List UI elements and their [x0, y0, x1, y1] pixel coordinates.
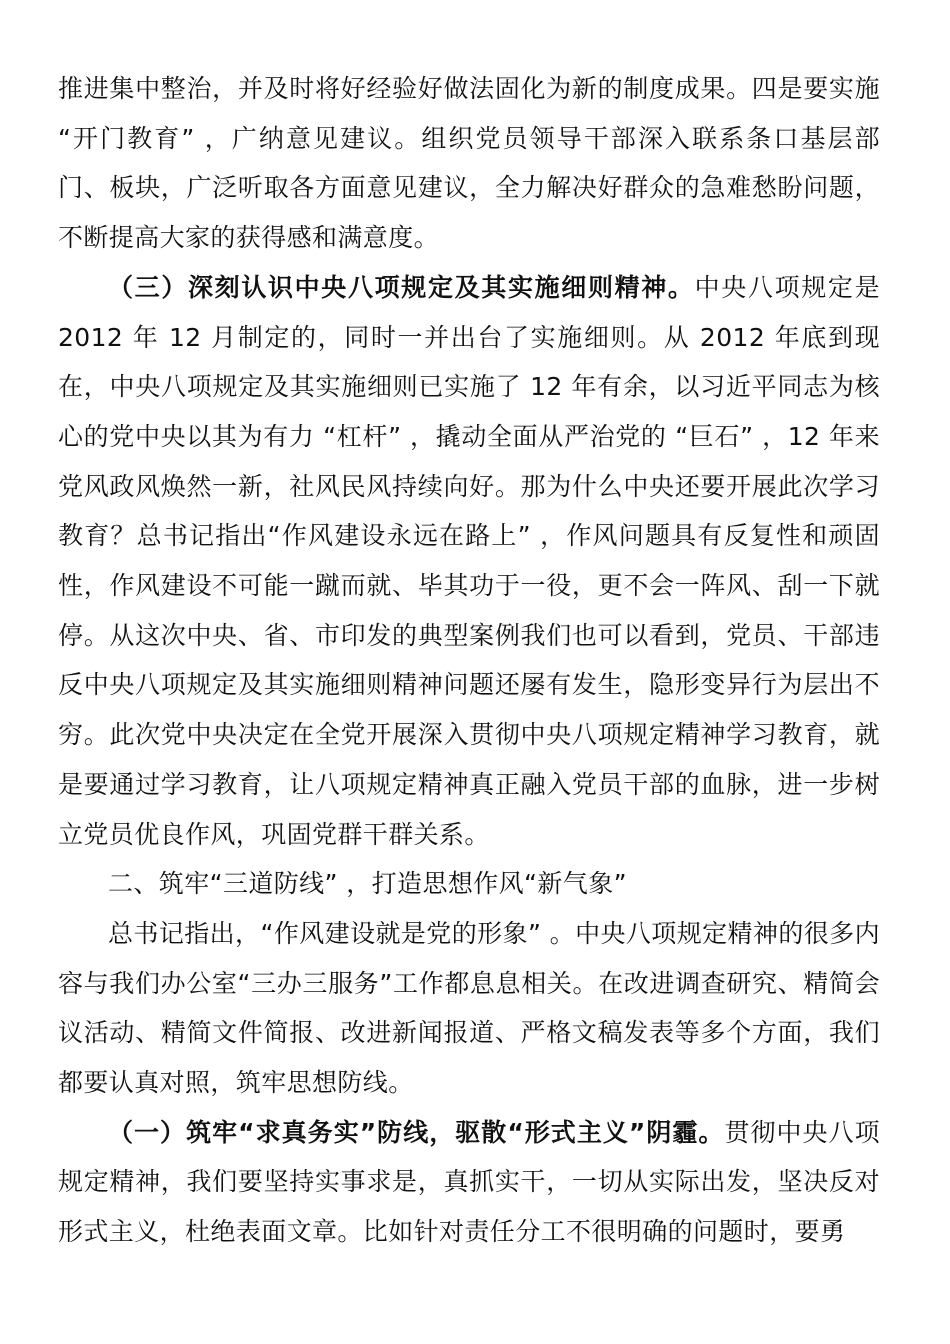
subsection-one-heading: （一）筑牢“求真务实”防线，驱散“形式主义”阴霾。 — [108, 1117, 725, 1147]
paragraph-chapter-two-intro: 总书记指出，“作风建设就是党的形象” 。中央八项规定精神的很多内容与我们办公室“三办三服务”工作都息息相关。在改进调查研究、精简会议活动、精简文件简报、改进新闻报道、严格文稿发表等多个方面，我们都要认真对照，筑牢思想防线。 — [58, 918, 880, 1098]
subsection-one-body: 贯彻中央八项规定精神，我们要坚持实事求是，真抓实干，一切从实际出发，坚决反对形式主义，杜绝表面文章。比如针对责任分工不很明确的问题时，要勇 — [58, 1117, 880, 1247]
section-three-heading: （三）深刻认识中央八项规定及其实施细则精神。 — [108, 272, 695, 302]
paragraph-subsection-one — [58, 1108, 880, 1257]
chapter-two-heading: 二、筑牢“三道防线” ，打造思想作风“新气象” — [108, 869, 627, 899]
paragraph-continuation: 推进集中整治，并及时将好经验好做法固化为新的制度成果。四是要实施 “开门教育” ，广纳意见建议。组织党员领导干部深入联系条口基层部门、板块，广泛听取各方面意见建议，全力解决好群众的急难愁盼问题，不断提高大家的获得感和满意度。 — [58, 74, 880, 253]
document-page — [58, 64, 880, 1257]
paragraph-section-three — [58, 263, 880, 859]
section-three-body: 中央八项规定是 2012 年 12 月制定的，同时一并出台了实施细则。从 2012 年底到现在，中央八项规定及其实施细则已实施了 12 年有余，以习近平同志为核心的党中央以其为有力 “杠杆” ，撬动全面从严治党的 “巨石” ，12 年来党风政风焕然一新，社风民风持续向好。那为什么中央还要开展此次学习教育？总书记指出“作风建设永远在路上” ，作风问题具有反复性和顽固性，作风建设不可能一蹴而就、毕其功于一役，更不会一阵风、刮一下就停。从这次中央、省、市印发的典型案例我们也可以看到，党员、干部违反中央八项规定及其实施细则精神问题还屡有发生，隐形变异行为层出不穷。此次党中央决定在全党开展深入贯彻中央八项规定精神学习教育，就是要通过学习教育，让八项规定精神真正融入党员干部的血脉，进一步树立党员优良作风，巩固党群干群关系。 — [58, 272, 880, 849]
